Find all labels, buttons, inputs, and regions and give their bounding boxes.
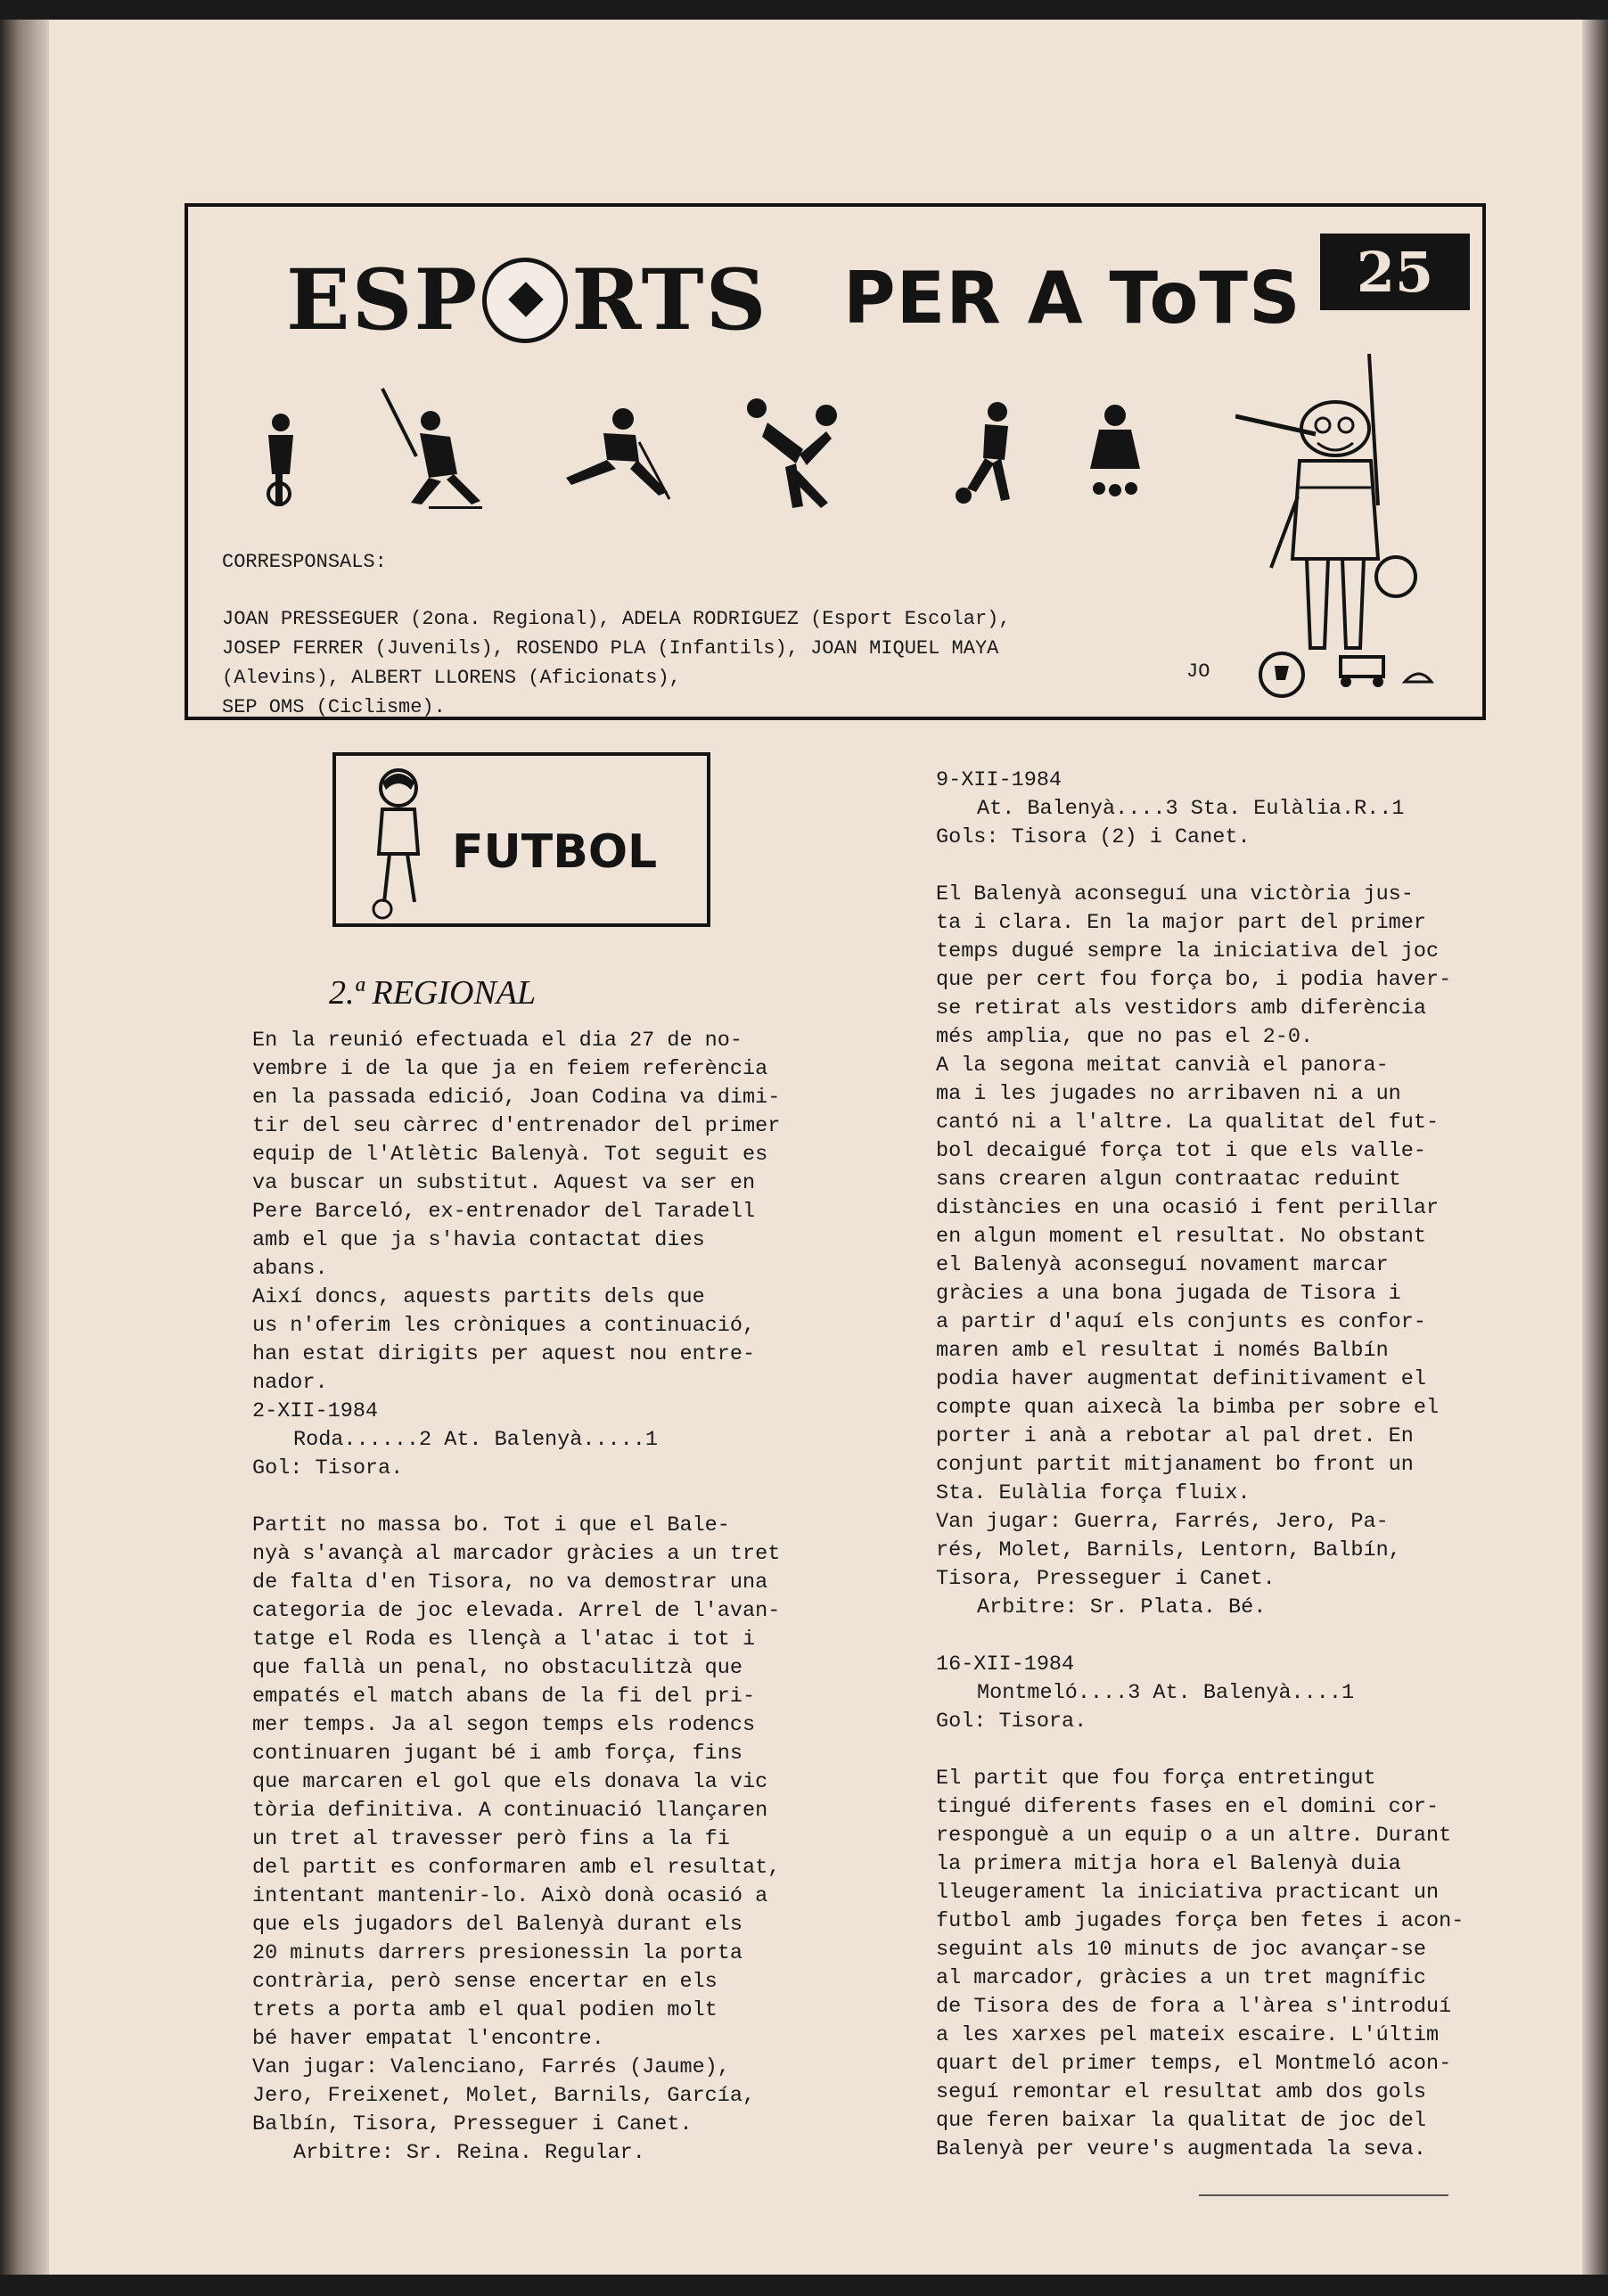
hockey-player-icon — [375, 385, 491, 510]
match-goals: Gol: Tisora. — [936, 1710, 1087, 1734]
footer-rule — [1199, 2194, 1448, 2196]
match-goals: Gol: Tisora. — [252, 1456, 404, 1480]
futbol-title: FUTBOL — [452, 825, 658, 879]
section-heading: 2.ª REGIONAL — [329, 974, 537, 1012]
match-referee: Arbitre: Sr. Plata. Bé. — [977, 1595, 1267, 1620]
football-icon — [482, 258, 568, 343]
title-esports-left: ESP — [286, 251, 480, 349]
right-column — [936, 767, 1542, 2164]
match-lineup: Van jugar: Valenciano, Farrés (Jaume), Jero, Freixenet, Molet, Barnils, García, Balbín, Tisora, Presseguer i Canet. — [252, 2055, 756, 2136]
footballer-kick-icon — [741, 396, 839, 512]
corresponsals-label: CORRESPONSALS: — [222, 551, 387, 573]
newsletter-page — [49, 20, 1582, 2275]
page-edge-shadow — [1582, 20, 1608, 2275]
paragraph-followup: Així doncs, aquests partits dels que us n'oferim les cròniques a continuació, han estat dirigits per aquest nou entre- nador. — [252, 1285, 756, 1395]
skater-icon — [554, 406, 678, 504]
runner-icon — [955, 401, 1026, 508]
corresponsals-list: JOAN PRESSEGUER (2ona. Regional), ADELA RODRIGUEZ (Esport Escolar), JOSEP FERRER (Juvenils), ROSENDO PLA (Infantils), JOAN MIQUEL MAYA (Alevins), ALBERT LLORENS (Aficionats), SEP OMS (Ciclisme). — [222, 608, 1011, 718]
match-score: At. Balenyà....3 Sta. Eulàlia.R..1 — [977, 797, 1405, 821]
match-date: 2-XII-1984 — [252, 1399, 379, 1423]
spacer — [936, 1736, 1542, 1765]
match-report: Partit no massa bo. Tot i que el Bale- nyà s'avançà al marcador gràcies a un tret de falta d'en Tisora, no va demostrar una categoria de joc elevada. Arrel de l'avan- tatge el Roda es llençà a l'atac i tot i que fallà un penal, no obstaculitzà que empatés el match abans de la fi del pri- mer temps. Ja al segon temps els rodencs continuaren jugant bé i amb força, fins que marcaren el gol que els donava la vic tòria definitiva. A continuació llançaren un tret al travesser però fins a la fi del partit es conformaren amb el resultat, intentant mantenir-lo. Això donà ocasió a que els jugadors del Balenyà durant els 20 minuts darrers presionessin la porta contrària, però sense encertar en els trets a porta amb el qual podien molt bé haver empatat l'encontre. — [252, 1513, 781, 2051]
title-per-a-tots: PER A ToTS — [843, 257, 1301, 340]
header-box — [185, 203, 1486, 720]
spacer — [936, 852, 1542, 881]
match-goals: Gols: Tisora (2) i Canet. — [936, 825, 1251, 849]
match-report: A la segona meitat canvià el panora- ma i les jugades no arribaven ni a un cantó ni a l'altre. La qualitat del fut- bol decaigué força tot i que els valle- sans crearen algun contraatac reduint distàncies en una ocasió i fent perillar en algun moment el resultat. No obstant el Balenyà aconseguí novament marcar gràcies a una bona jugada de Tisora i a partir d'aquí els conjunts es confor- maren amb el resultat i només Balbín podia haver augmentat definitivament el compte quan aixecà la bimba per sobre el porter i anà a rebotar al pal dret. En conjunt partit mitjanament bo front un Sta. Eulàlia força fluix. — [936, 1054, 1440, 1505]
spacer — [936, 1622, 1542, 1651]
title-esports-right: RTS — [571, 251, 768, 349]
spacer — [252, 1483, 867, 1512]
left-column — [252, 1027, 867, 2168]
child-player-icon — [1079, 403, 1151, 501]
title-esports — [286, 251, 768, 349]
match-report: El Balenyà aconseguí una victòria jus- ta i clara. En la major part del primer temps dugué sempre la iniciativa del joc que per cert fou força bo, i podia haver- se retirat als vestidors amb diferència més amplia, que no pas el 2-0. — [936, 882, 1452, 1049]
issue-number-badge: 25 — [1320, 234, 1470, 310]
match-score: Montmeló....3 At. Balenyà....1 — [977, 1681, 1355, 1705]
match-score: Roda......2 At. Balenyà.....1 — [293, 1428, 658, 1452]
cyclist-icon — [252, 412, 306, 510]
match-report: El partit que fou força entretingut tingué diferents fases en el domini cor- responguè a un equip o a un altre. Durant la primera mitja hora el Balenyà duia lleugerament la iniciativa practicant un futbol amb jugades força ben fetes i acon- seguint als 10 minuts de joc avançar-se al marcador, gràcies a un tret magnífic de Tisora des de fora a l'àrea s'introduí a les xarxes pel mateix escaire. L'últim quart del primer temps, el Montmeló acon- seguí remontar el resultat amb dos gols que feren baixar la qualitat de joc del Balenyà per veure's augmentada la seva. — [936, 1767, 1464, 2161]
match-referee: Arbitre: Sr. Reina. Regular. — [293, 2141, 645, 2165]
match-lineup: Van jugar: Guerra, Farrés, Jero, Pa- rés, Molet, Barnils, Lentorn, Balbín, Tisora, Presseguer i Canet. — [936, 1510, 1401, 1591]
page-spine-shadow — [0, 20, 49, 2275]
signature-initials: JO — [1186, 660, 1210, 683]
mascot-icon — [1235, 354, 1440, 710]
match-date: 16-XII-1984 — [936, 1652, 1075, 1677]
boy-footballer-icon — [363, 768, 434, 920]
futbol-section-box — [332, 752, 710, 927]
match-date: 9-XII-1984 — [936, 768, 1062, 792]
paragraph-intro: En la reunió efectuada el dia 27 de no- vembre i de la que ja en feiem referència en la passada edició, Joan Codina va dimi- tir del seu càrrec d'entrenador del primer equip de l'Atlètic Balenyà. Tot seguit es va buscar un substitut. Aquest va ser en Pere Barceló, ex-entrenador del Taradell amb el que ja s'havia contactat dies abans. — [252, 1029, 781, 1281]
